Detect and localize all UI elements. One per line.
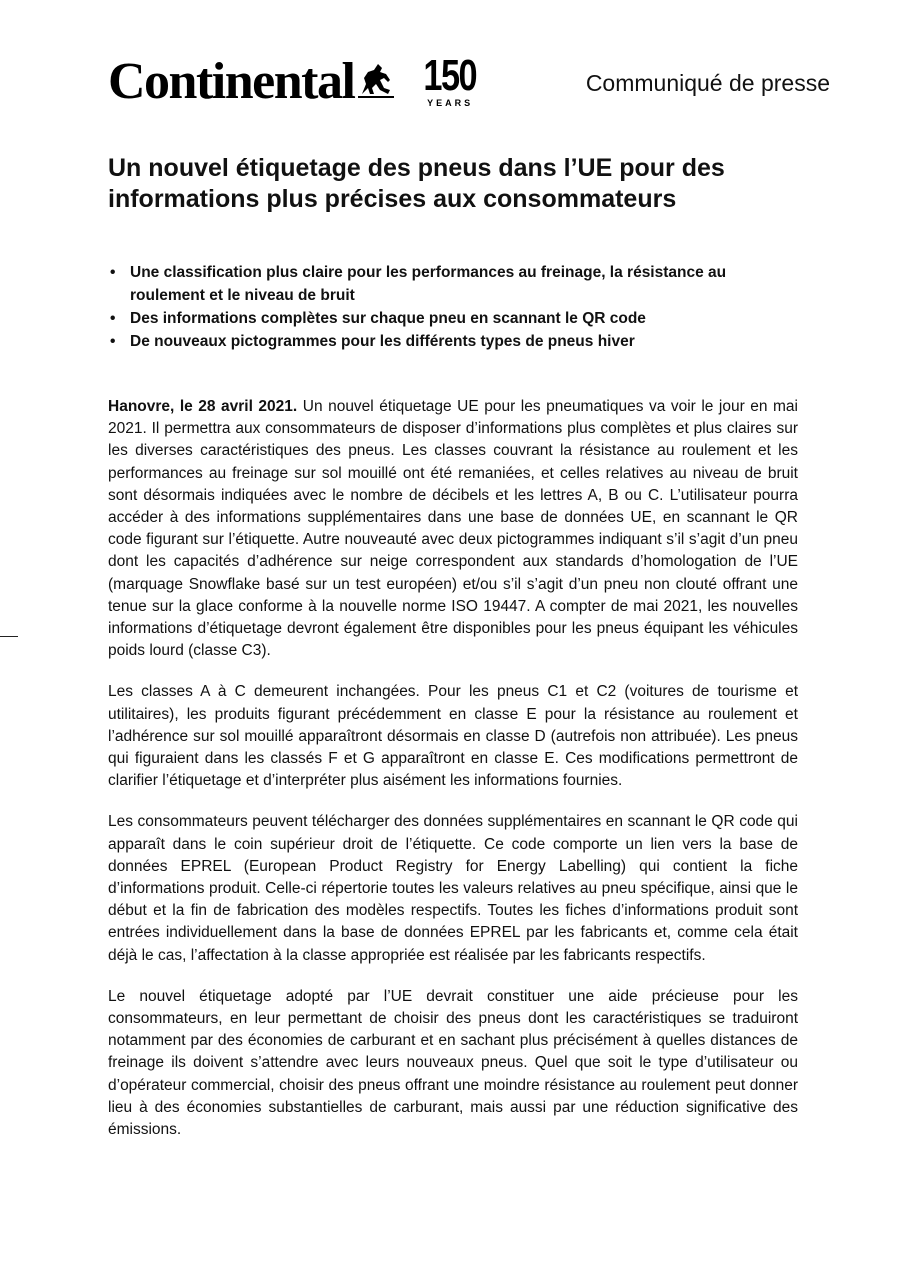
document-type: Communiqué de presse	[585, 70, 830, 96]
body-paragraph: Les consommateurs peuvent télécharger des données supplémentaires en scannant le QR code qui apparaît dans le coin supérieur droit de l’étiquette. Ce code comporte un lien vers la base de données EPREL (European Product Registry for Energy Labelling) qui contient la fiche d’informations produit. Celle-ci répertorie toutes les valeurs relatives au pneu spécifique, ainsi que le début et la fin de fabrication des modèles respectifs. Toutes les fiches d’informations produit sont entrées individuellement dans la base de données EPREL par les fabricants et, comme cela était déjà le cas, l’affectation à la classe appropriée est réalisée par les fabricants respectifs.	[108, 813, 798, 964]
body-paragraph-text: Un nouvel étiquetage UE pour les pneumatiques va voir le jour en mai 2021. Il permettra aux consommateurs de disposer d’informations plus complètes et plus claires sur les diverses caractéristiques des pneus. Les classes couvrant la résistance au roulement et les performances au freinage sur sol mouillé ont été remaniées, et celles relatives au niveau de bruit sont désormais indiquées avec le nombre de décibels et les lettres A, B ou C. L’utilisateur pourra accéder à des informations supplémentaires dans une base de données UE, en scannant le QR code figurant sur l’étiquette. Autre nouveauté avec deux pictogrammes indiquant s’il s’agit d’un pneu dont les capacités d’adhérence sur neige correspondent aux standards d’homologation de l’UE (marquage Snowflake basé sur un test européen) et/ou s’il s’agit d’un pneu non clouté offrant une tenue sur la glace conforme à la nouvelle norme ISO 19447. A compter de mai 2021, les nouvelles informations d’étiquetage devront également être disponibles pour les pneus équipant les véhicules poids lourd (classe C3).	[108, 398, 799, 660]
key-points-list	[108, 261, 798, 353]
rearing-horse-icon	[356, 60, 396, 100]
article-body	[108, 396, 798, 1160]
anniversary-number: 150	[423, 51, 477, 100]
key-point	[108, 261, 798, 307]
key-point-text: Une classification plus claire pour les performances au freinage, la résistance au roulement et le niveau de bruit	[130, 264, 727, 304]
bullet-icon: •	[110, 310, 116, 327]
body-paragraph	[108, 396, 798, 662]
body-paragraph: Les classes A à C demeurent inchangées. Pour les pneus C1 et C2 (voitures de tourisme et utilitaires), les produits figurant précédemment en classe E pour la résistance au roulement et l’adhérence sur sol mouillé apparaîtront désormais en classe D (autrefois non attribuée). Les pneus qui figuraient dans les classés F et G apparaîtront en classe E. Ces modifications permettront de clarifier l’étiquetage et d’interpréter plus aisément les informations fournies.	[108, 683, 798, 790]
anniversary-label: YEARS	[427, 98, 474, 108]
key-point-text: Des informations complètes sur chaque pneu en scannant le QR code	[130, 310, 646, 327]
anniversary-logo	[416, 51, 483, 108]
continental-logo	[108, 51, 484, 112]
key-point	[108, 307, 798, 330]
headline: Un nouvel étiquetage des pneus dans l’UE pour des informations plus précises aux consommateurs	[108, 154, 725, 213]
bullet-icon: •	[110, 333, 116, 350]
dateline: Hanovre, le 28 avril 2021.	[108, 398, 298, 415]
logo-wordmark: Continental	[108, 53, 355, 110]
key-point-text: De nouveaux pictogrammes pour les différents types de pneus hiver	[130, 333, 635, 350]
key-point	[108, 330, 798, 353]
margin-fold-mark	[0, 636, 18, 637]
bullet-icon: •	[110, 264, 116, 281]
body-paragraph: Le nouvel étiquetage adopté par l’UE devrait constituer une aide précieuse pour les consommateurs, en leur permettant de choisir des pneus dont les caractéristiques se traduiront notamment par des économies de carburant et en sachant plus précisément à quelles distances de freinage ils doivent s’attendre avec leurs nouveaux pneus. Quel que soit le type d’utilisateur ou d’opérateur commercial, choisir des pneus offrant une moindre résistance au roulement peut donner lieu à des économies substantielles de carburant, mais aussi par une réduction significative des émissions.	[108, 987, 798, 1139]
